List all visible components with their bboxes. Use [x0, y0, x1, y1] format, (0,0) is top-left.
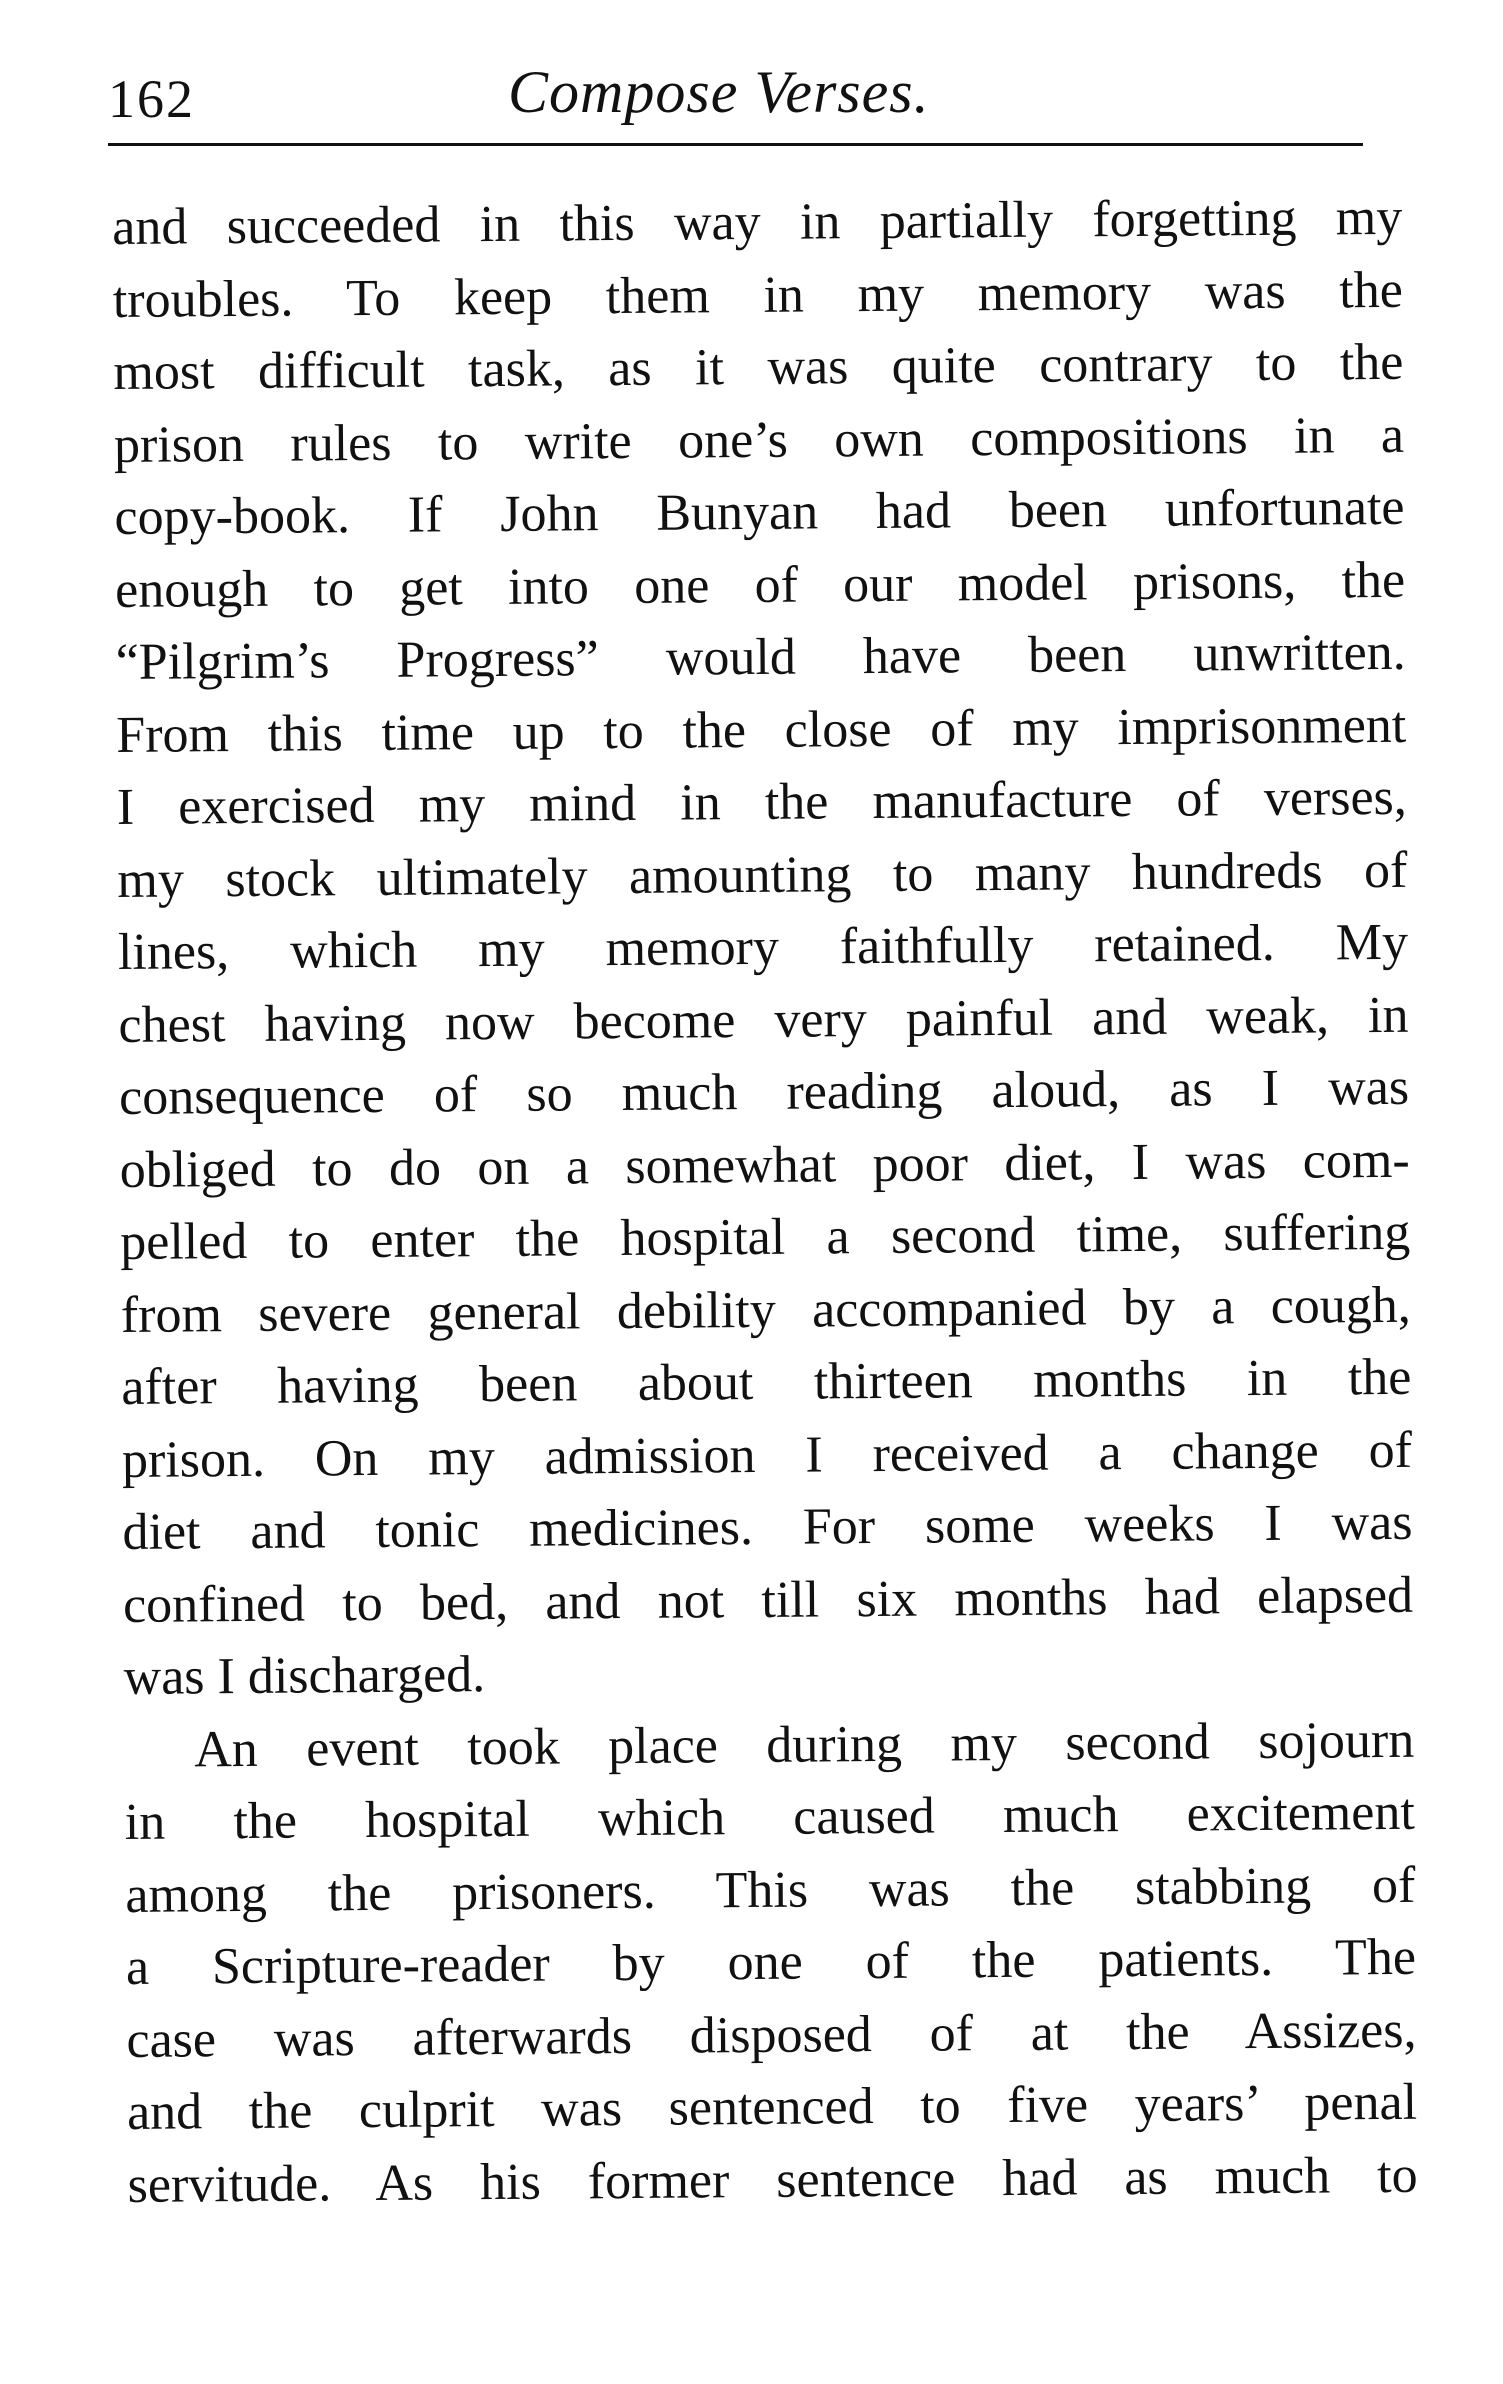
- text-line: enough to get into one of our model prisons, the: [114, 551, 1406, 619]
- text-line: among the prisoners. This was the stabbing of: [125, 1856, 1416, 1924]
- text-line: was I discharged.: [123, 1646, 486, 1706]
- text-line: From this time up to the close of my imprisonment: [116, 696, 1407, 764]
- text-line: and succeeded in this way in partially forgetting my: [112, 188, 1403, 256]
- text-line: “Pilgrim’s Progress” would have been unwritten.: [115, 623, 1406, 691]
- body-text: [112, 182, 1418, 2222]
- text-line: a Scripture-reader by one of the patients. The: [125, 1928, 1417, 1996]
- text-line: case was afterwards disposed of at the Assizes,: [126, 2001, 1417, 2069]
- text-line: troubles. To keep them in my memory was the: [112, 261, 1404, 329]
- text-line: most difficult task, as it was quite contrary to the: [113, 333, 1404, 401]
- text-line: chest having now become very painful and weak, in: [118, 986, 1409, 1054]
- text-line: prison rules to write one’s own compositions in a: [113, 406, 1405, 474]
- text-line: lines, which my memory faithfully retained. My: [117, 913, 1409, 981]
- text-line: confined to bed, and not till six months had elapsed: [122, 1566, 1414, 1634]
- text-line: pelled to enter the hospital a second time, suffering: [120, 1203, 1411, 1271]
- text-line: consequence of so much reading aloud, as I was: [118, 1058, 1410, 1126]
- text-line: from severe general debility accompanied by a cough,: [120, 1276, 1412, 1344]
- page-number: 162: [108, 69, 195, 129]
- paragraph-2: [124, 1704, 1418, 2222]
- text-line: and the culprit was sentenced to five years’ penal: [126, 2073, 1418, 2141]
- text-line: in the hospital which caused much excitement: [124, 1783, 1415, 1851]
- text-line: servitude. As his former sentence had as much to: [127, 2146, 1418, 2214]
- text-line: I exercised my mind in the manufacture of verses,: [116, 768, 1408, 836]
- text-line: An event took place during my second sojourn: [194, 1711, 1415, 1778]
- header-rule: [108, 143, 1363, 146]
- text-line: obliged to do on a somewhat poor diet, I was com-: [119, 1131, 1410, 1199]
- paragraph-1: [112, 182, 1414, 1715]
- page-header: [108, 59, 1363, 152]
- text-line: my stock ultimately amounting to many hundreds of: [117, 841, 1408, 909]
- text-line: prison. On my admission I received a change of: [121, 1421, 1413, 1489]
- text-line: after having been about thirteen months in the: [121, 1348, 1412, 1416]
- text-line: diet and tonic medicines. For some weeks I was: [122, 1493, 1413, 1561]
- text-line: copy-book. If John Bunyan had been unfortunate: [114, 478, 1405, 546]
- running-title: Compose Verses.: [508, 59, 930, 125]
